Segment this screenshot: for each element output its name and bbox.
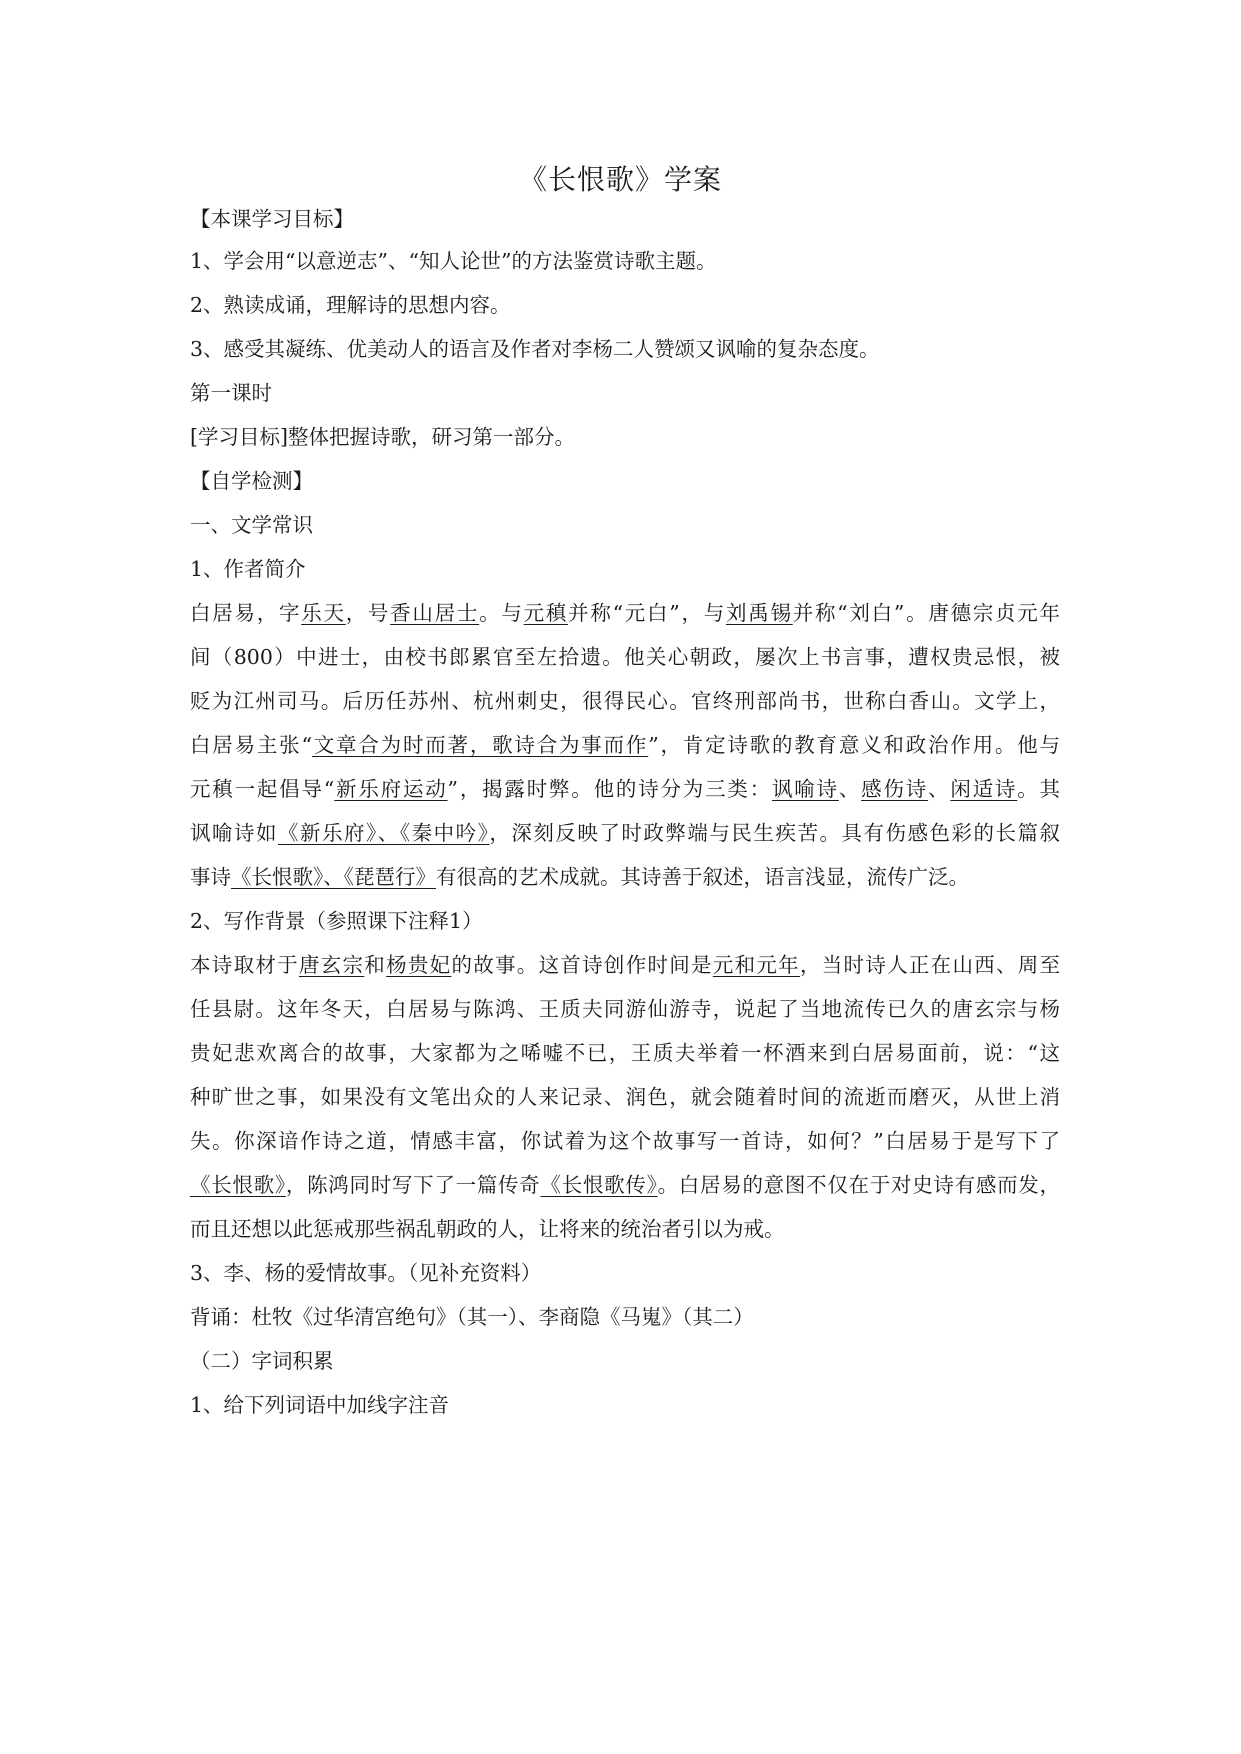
underlined-term: 杨贵妃	[386, 953, 452, 977]
goals-heading: 【本课学习目标】	[190, 207, 354, 231]
background-line: 《长恨歌》，陈鸿同时写下了一篇传奇《长恨歌传》。白居易的意图不仅在于对史诗有感而发，	[190, 1173, 1061, 1197]
underlined-term: 香山居士	[390, 601, 480, 625]
background-line: 任县尉。这年冬天，白居易与陈鸿、王质夫同游仙游寺，说起了当地流传已久的唐玄宗与杨	[190, 997, 1060, 1021]
background-line: 本诗取材于唐玄宗和杨贵妃的故事。这首诗创作时间是元和元年，当时诗人正在山西、周至	[190, 953, 1061, 977]
goal-item: 1、学会用“以意逆志”、“知人论世”的方法鉴赏诗歌主题。	[190, 249, 717, 273]
bio-line: 事诗《长恨歌》、《琵琶行》有很高的艺术成就。其诗善于叙述，语言浅显，流传广泛。	[190, 865, 969, 889]
lesson-heading: 第一课时	[190, 381, 272, 405]
underlined-term: 文章合为时而著，歌诗合为事而作	[311, 733, 649, 757]
section-heading: 一、文学常识	[190, 513, 313, 537]
subsection-heading: 1、作者简介	[190, 557, 306, 581]
subsection-heading: 3、李、杨的爱情故事。（见补充资料）	[190, 1261, 542, 1285]
underlined-term: 《长恨歌》	[190, 1173, 286, 1197]
recite-note: 背诵：杜牧《过华清宫绝句》（其一）、李商隐《马嵬》（其二）	[190, 1305, 754, 1329]
underlined-term: 感伤诗	[861, 777, 929, 801]
bio-line: 白居易，字乐天，号香山居士。与元稹并称“元白”，与刘禹锡并称“刘白”。唐德宗贞元年	[190, 601, 1061, 625]
bio-line: 元稹一起倡导“新乐府运动”，揭露时弊。他的诗分为三类：讽喻诗、感伤诗、闲适诗。其	[190, 777, 1061, 801]
bio-line: 贬为江州司马。后历任苏州、杭州刺史，很得民心。官终刑部尚书，世称白香山。文学上，	[190, 689, 1060, 713]
background-line: 贵妃悲欢离合的故事，大家都为之唏嘘不已，王质夫举着一杯酒来到白居易面前，说：“这	[190, 1041, 1060, 1065]
background-line: 而且还想以此惩戒那些祸乱朝政的人，让将来的统治者引以为戒。	[190, 1217, 785, 1241]
bio-line: 白居易主张“文章合为时而著，歌诗合为事而作”，肯定诗歌的教育意义和政治作用。他与	[190, 733, 1061, 757]
underlined-term: 《长恨歌》、《琵琶行》	[231, 865, 436, 889]
background-line: 失。你深谙作诗之道，情感丰富，你试着为这个故事写一首诗，如何？”白居易于是写下了	[190, 1129, 1060, 1153]
bio-line: 讽喻诗如《新乐府》、《秦中吟》，深刻反映了时政弊端与民生疾苦。具有伤感色彩的长篇叙	[190, 821, 1061, 845]
lesson-goal: [学习目标]整体把握诗歌，研习第一部分。	[190, 425, 575, 449]
subsection-heading: 1、给下列词语中加线字注音	[190, 1393, 450, 1417]
self-check-heading: 【自学检测】	[190, 469, 313, 493]
bio-line: 间（800）中进士，由校书郎累官至左拾遗。他关心朝政，屡次上书言事，遭权贵忌恨，被	[190, 645, 1060, 669]
document-title: 《长恨歌》学案	[518, 163, 722, 196]
underlined-term: 乐天	[301, 601, 346, 625]
goal-item: 3、感受其凝练、优美动人的语言及作者对李杨二人赞颂又讽喻的复杂态度。	[190, 337, 880, 361]
underlined-term: 刘禹锡	[725, 601, 793, 625]
underlined-term: 元稹	[523, 601, 569, 625]
goal-item: 2、熟读成诵，理解诗的思想内容。	[190, 293, 511, 317]
underlined-term: 讽喻诗	[771, 777, 839, 801]
section-heading: （二）字词积累	[190, 1349, 334, 1373]
underlined-term: 《新乐府》、《秦中吟》	[278, 821, 490, 845]
underlined-term: 闲适诗	[950, 777, 1018, 801]
underlined-term: 《长恨歌传》	[540, 1173, 658, 1197]
underlined-term: 元和元年	[712, 953, 800, 977]
underlined-term: 唐玄宗	[298, 953, 365, 977]
underlined-term: 新乐府运动	[334, 777, 448, 801]
background-line: 种旷世之事，如果没有文笔出众的人来记录、润色，就会随着时间的流逝而磨灭，从世上消	[190, 1085, 1060, 1109]
subsection-heading: 2、写作背景（参照课下注释1）	[190, 909, 483, 933]
